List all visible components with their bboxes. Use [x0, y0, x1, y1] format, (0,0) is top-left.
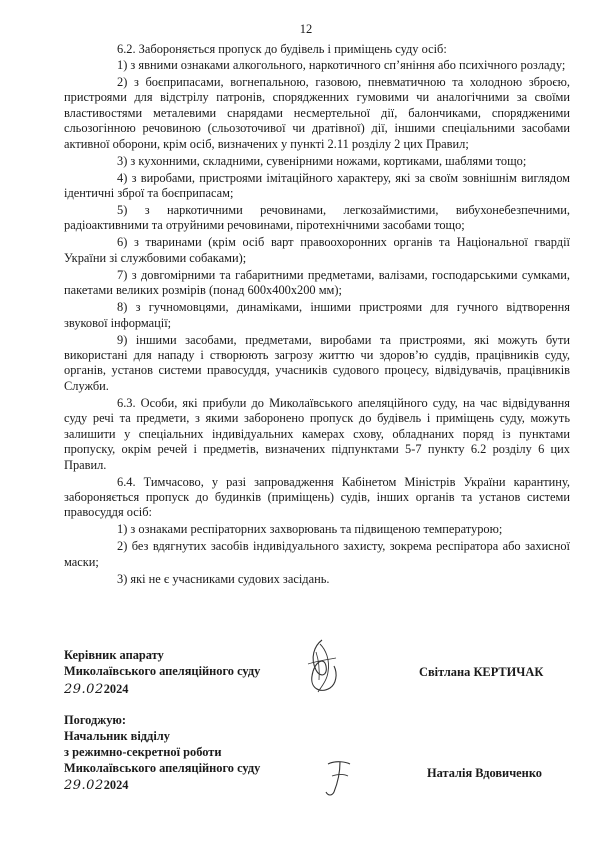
signatory-2-year: 2024: [103, 778, 129, 792]
list-item-6-4-1: 1) з ознаками респіраторних захворювань та підвищеною температурою;: [117, 522, 503, 537]
signatory-1-date: [64, 681, 129, 698]
list-item-6-2-6: 6) з тваринами (крім осіб варт правоохоронних органів та Національної гвардії України зі службовими собаками);: [64, 235, 570, 265]
list-item-6-2-3: 3) з кухонними, складними, сувенірними ножами, кортиками, шаблями тощо;: [117, 153, 527, 168]
list-item-6-2-5: 5) з наркотичними речовинами, легкозаймистими, вибухонебезпечними, радіоактивними та отруйними речовинами, піротехнічними засобами тощо;: [64, 203, 570, 233]
page-number: 12: [299, 22, 313, 36]
signatory-2-date: [64, 777, 129, 794]
handwritten-signature-2: [320, 756, 360, 798]
paragraph-6-4: 6.4. Тимчасово, у разі запровадження Кабінетом Міністрів України карантину, забороняється пропуск до будинків (приміщень) судів, інших органів та установ системи правосуддя осіб:: [64, 474, 570, 520]
handwritten-date-2: 29.02: [64, 778, 104, 793]
list-item-6-2-2: 2) з боєприпасами, вогнепальною, газовою, пневматичною та холодною зброєю, пристроями для відстрілу патронів, спорядженних гумовими чи аналогічними за своїми властивостями металевими снарядами несмертельної дії, балончиками, спорядженими сльозогінною речовиною (сльозоточивої чи дратівної) дії, іншими спеціальними засобами активної оборони, крім осіб, визначених у пункті 2.11 розділу 2 цих Правил;: [64, 75, 570, 151]
signatory-1-year: 2024: [103, 682, 129, 696]
handwritten-signature-1: [300, 636, 346, 698]
signatory-2-department: з режимно-секретної роботи: [64, 745, 222, 759]
list-item-6-2-7: 7) з довгомірними та габаритними предметами, валізами, господарськими сумками, пакетами великих розмірів (понад 600х400х200 мм);: [64, 267, 570, 298]
paragraph-6-2: 6.2. Забороняється пропуск до будівель і приміщень суду осіб:: [117, 42, 447, 56]
signatory-1-title: Керівник апарату: [64, 648, 164, 662]
paragraph-6-3: 6.3. Особи, які прибули до Миколаївського апеляційного суду, на час відвідування суду речі та предмети, з якими заборонено пропуск до будівель і приміщень суду, можуть залишити у спеціальних індивідуальних камерах схову, обладнаних поряд із пунктами пропуску, окрім речей і предметів, визначених підпунктами 5-7 пункту 6.2 розділу 6 цих Правил.: [64, 395, 570, 472]
list-item-6-2-4: 4) з виробами, пристроями імітаційного характеру, які за своїм зовнішнім виглядом ідентичні зброї та боєприпасам;: [64, 170, 570, 201]
signatory-1-name: Світлана КЕРТИЧАК: [419, 665, 544, 679]
signatory-2-title: Начальник відділу: [64, 729, 170, 743]
agreed-label: Погоджую:: [64, 713, 127, 727]
document-body: [64, 42, 570, 589]
list-item-6-2-8: 8) з гучномовцями, динаміками, іншими пристроями для гучного відтворення звукової інформації;: [64, 300, 570, 330]
list-item-6-2-1: 1) з явними ознаками алкогольного, наркотичного сп’яніння або психічного розладу;: [117, 58, 566, 72]
signatory-1-court: Миколаївського апеляційного суду: [64, 664, 261, 678]
list-item-6-4-2: 2) без вдягнутих засобів індивідуального захисту, зокрема респіратора або захисної маски;: [64, 539, 570, 569]
list-item-6-4-3: 3) які не є учасниками судових засідань.: [117, 571, 330, 586]
signatory-2-name: Наталія Вдовиченко: [427, 766, 542, 780]
signatory-2-court: Миколаївського апеляційного суду: [64, 761, 261, 775]
list-item-6-2-9: 9) іншими засобами, предметами, виробами та пристроями, які можуть бути використані для нападу і створюють загрозу життю чи здоров’ю суддів, працівників суду, органів, установ системи правосуддя, учасників судового процесу, відвідувачів, працівників Служби.: [64, 332, 570, 393]
handwritten-date-1: 29.02: [64, 682, 104, 697]
